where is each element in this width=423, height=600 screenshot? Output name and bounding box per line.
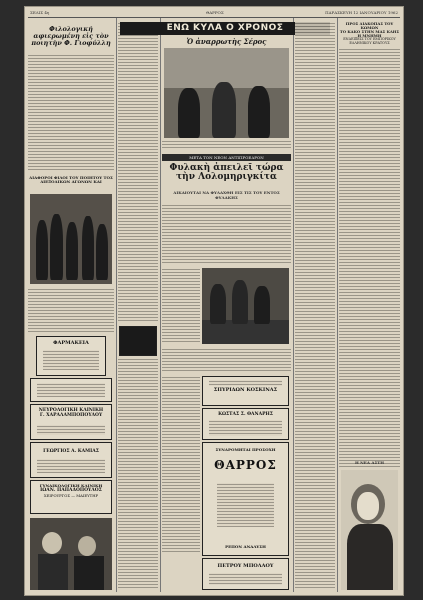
column-rule [293,18,294,592]
notary-ad [202,376,289,406]
woman-photo [341,470,398,590]
logo-ad [119,326,157,356]
column-rule [160,18,161,592]
doctor-ad-name: ΓΕΩΡΓΙΟΣ Α. ΚΑΜΙΑΣ [43,449,99,454]
subscription-ad-footer: ΡΕΠΟΝ ΑΝΑΛΥΣΗ [225,544,266,549]
left-mid-headline: ΔΙΑΦΟΡΟΙ ΦΙΛΟΙ ΤΟΥ ΠΟΙΗΤΟΥ ΤΟΣ ΔΙΕΞΟΔΙΚΩΝ ΑΓΩΝΩΝ ΚΑΙ [29,175,113,185]
notary-ad-name: ΣΠΥΡΙΔΩΝ ΚΟΣΚΙΝΑΣ [213,387,278,393]
feature-banner: ΕΝΩ ΚΥΛΑ Ο ΧΡΟΝΟΣ [120,22,330,35]
main-deck: ΔΙΚΑΙΟΥΤΑΙ ΝΑ ΦΥΛΑΧΘΗ ΕΙΣ ΤΙΣ ΤΟΥ ΕΝΤΟΣ ΦΥΛΑΚΗΣ [173,190,280,200]
doctor-ad [30,442,112,478]
main-headline: Φυλακὴ ἀπειλεῖ τώρα τὴν Λολομηριγκίτα [169,163,284,183]
clinic2-ad-name: ΙΩΑΝ. ΠΑΠΑΔΟΠΟΥΛΟΣ [40,488,102,493]
article-text [339,48,400,468]
newspaper-page [24,6,404,596]
bottom-ad-name: ΠΕΤΡΟΥ ΜΠΟΛΑΟΥ [217,563,274,569]
article-text [118,22,158,322]
caption-text [162,140,291,150]
article-text [162,376,200,554]
article-text [28,54,114,172]
group-photo [30,194,112,284]
pharmacy-ad-title: ΦΑΡΜΑΚΕΙΑ [53,340,89,346]
ad-box [30,378,112,402]
left-headline: Φιλολογική αφιερωμένη εἰς τὸν ποιητὴν Φ. Γιοφύλλη [31,25,111,47]
subscription-ad [202,442,289,556]
article-text [118,358,158,590]
lawyer-ad [202,408,289,440]
article-text [162,348,291,372]
article-text [162,268,200,344]
article-text [28,288,114,332]
subscription-ad-title: ΘΑΡΡΟΣ [214,458,277,472]
right-subheadline: ΤΟ ΚΑΚΟ ΣΤΗΝ ΜΑΣ ΚΛΗΣ Η ΜΝΗΜΗ [339,29,400,38]
center-column [162,20,291,590]
right-column [339,20,400,590]
column-rule [116,18,117,592]
article-text [295,22,335,590]
clinic2-ad-title: ΓΥΝΑΙΚΟΛΟΓΙΚΗ ΚΛΙΝΙΚΗ [39,483,103,488]
subscription-ad-top: ΣΥΝΔΡΟΜΗΤΑΙ ΠΡΟΣΟΧΗ [215,447,276,452]
article-text [162,204,291,264]
bottom-ad [202,558,289,590]
page-number: ΣΕΛΙΣ 4η [30,10,50,15]
kicker: ΜΕΤΑ ΤΟΝ ΝΕΟΝ ΑΝΤΙΠΡΟΕΔΡΟΝ [162,154,291,161]
running-header [28,9,400,18]
masthead: ΘΑΡΡΟΣ [206,10,224,15]
pharmacy-ad [36,336,106,376]
photo-caption: Η ΝΕΑ ΑΣΤΗ [354,460,385,465]
column-four [295,20,335,590]
right-headline: ΠΡΟΣ ΔΙΑΚΟΠΑΣ ΤΟΥ ΚΩΜΩΝ [345,21,394,30]
clinic2-ad-sub: ΧΕΙΡΟΥΡΓΟΣ — ΜΑΙΕΥΤΗΡ [43,493,99,498]
clinic-ad [30,404,112,440]
clinic2-ad [30,480,112,514]
lawyer-ad-name: ΚΩΣΤΑΣ Σ. ΘΑΝΑΡΗΣ [218,412,273,417]
right-deck: ΕΝΔΕΙΞΕΙΣ ΤΟΥ ΕΜΠΟΡΙΚΟΥ ΕΛΛΗΝΙΚΟΥ ΚΡΑΤΟΥΣ [343,37,396,45]
photo-headline: Ὁ ἀναρρωτὴς Σέρος [186,37,267,46]
column-two [118,20,158,590]
issue-date: ΠΑΡΑΣΚΕΥΗ 12 ΙΑΝΟΥΑΡΙΟΥ 1962 [325,10,398,15]
clinic-ad-title: ΝΕΥΡΟΛΟΓΙΚΗ ΚΛΙΝΙΚΗ [38,408,104,413]
portrait-photo [30,518,112,590]
street-photo [164,48,289,138]
column-rule [337,18,338,592]
clinic-ad-name: Γ. ΧΑΡΑΛΑΜΠΟΠΟΥΛΟΥ [39,413,103,418]
meeting-photo [202,268,289,344]
left-column [28,20,114,590]
